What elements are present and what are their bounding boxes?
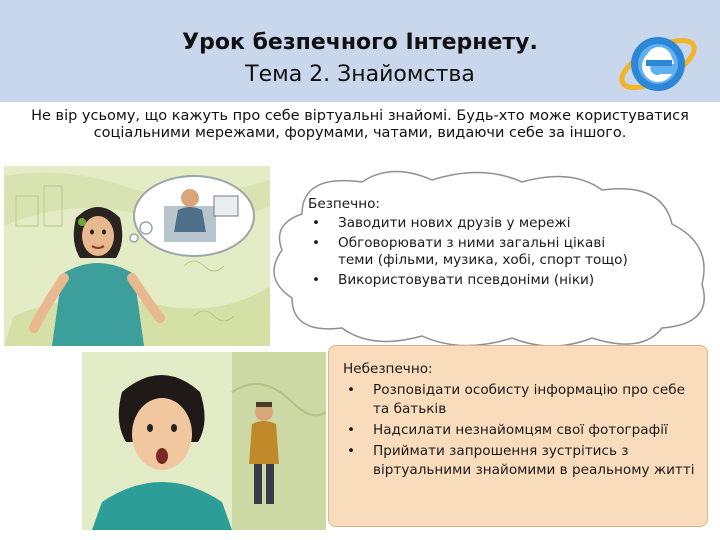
bullet-icon: • [312, 235, 321, 251]
safe-item-text: Обговорювати з ними загальні цікаві теми (фільми, музика, хобі, спорт тощо) [338, 235, 628, 268]
internet-explorer-icon [616, 20, 700, 100]
page-title: Урок безпечного Інтернету. [182, 30, 538, 55]
bullet-icon: • [312, 272, 321, 288]
bullet-icon: • [347, 443, 356, 459]
girl-thinking-illustration [4, 166, 270, 346]
unsafe-box [328, 345, 708, 527]
safe-item [308, 272, 638, 289]
safe-list [308, 196, 638, 292]
unsafe-item-text: Приймати запрошення зустрітись з віртуальними знайомими в реальному житті [373, 443, 695, 478]
intro-text: Не вір усьому, що кажуть про себе віртуальні знайомі. Будь-хто може користуватися соціальними мережами, форумами, чатами, видаючи себе за іншого. [31, 108, 689, 141]
unsafe-item [343, 421, 699, 440]
page-subtitle: Тема 2. Знайомства [245, 62, 475, 87]
safe-item [308, 235, 638, 269]
unsafe-item-text: Розповідати особисту інформацію про себе та батьків [373, 382, 685, 417]
boy-stranger-illustration [82, 352, 326, 530]
unsafe-item [343, 381, 699, 419]
safe-item-text: Використовувати псевдоніми (ніки) [338, 272, 595, 288]
bullet-icon: • [347, 422, 356, 438]
bullet-icon: • [312, 215, 321, 231]
unsafe-item-text: Надсилати незнайомцям свої фотографії [373, 422, 668, 438]
unsafe-list [343, 360, 699, 482]
bullet-icon: • [347, 382, 356, 398]
safe-item-text: Заводити нових друзів у мережі [338, 215, 571, 231]
safe-item [308, 215, 638, 232]
unsafe-item [343, 442, 699, 480]
safe-title: Безпечно: [308, 196, 380, 212]
unsafe-title: Небезпечно: [343, 361, 433, 377]
